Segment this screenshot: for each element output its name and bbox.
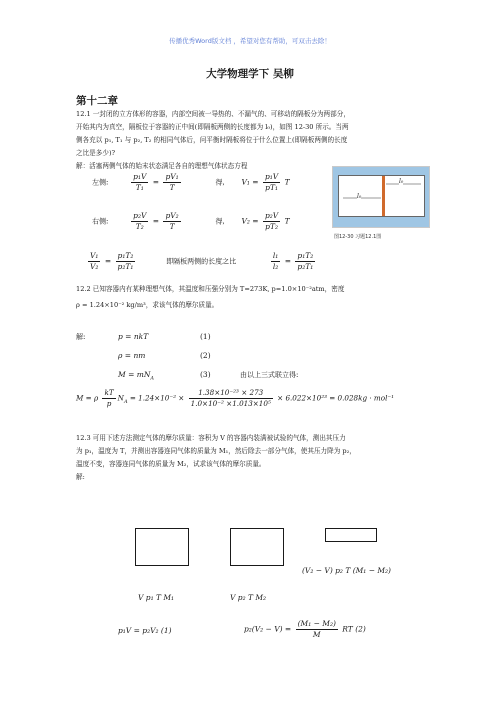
frac-V1-V2 — [88, 251, 100, 272]
temperature-T: T — [284, 177, 290, 187]
container-state-2 — [230, 528, 284, 566]
denominator: T₂ — [135, 222, 144, 231]
frac-p1V-pT1 — [263, 172, 280, 193]
ratio-equation — [86, 251, 317, 272]
de-label: 得, — [215, 217, 225, 226]
denominator: T — [169, 183, 175, 192]
frac-kT-p — [102, 388, 115, 409]
container-state-1 — [135, 528, 189, 566]
v1-equals: V₁ = — [241, 177, 259, 187]
figure-caption: 图12-30 习题12.1图 — [334, 234, 382, 240]
frac-pV1-T — [163, 172, 180, 193]
denominator: 1.0×10⁻² ×1.013×10⁵ — [190, 399, 271, 408]
eq2-left: p₂(V₂ − V) = — [244, 624, 292, 634]
denominator: V₂ — [90, 262, 99, 271]
problem-12-1 — [76, 108, 426, 173]
numerator: p₁V — [133, 172, 147, 181]
NA: N — [117, 393, 124, 403]
chapter-heading: 第十二章 — [76, 95, 118, 107]
numerator: V₁ — [90, 251, 99, 260]
denominator: p — [106, 399, 112, 408]
state-1-params: V p₁ T M₁ — [138, 593, 175, 602]
equation-2: ρ = nm — [118, 351, 146, 360]
equation-12-3-2 — [244, 619, 366, 640]
molar-mass-result — [76, 388, 394, 409]
numerator: kT — [104, 388, 114, 397]
denominator: p₂T₁ — [117, 262, 134, 271]
jie-label-2 — [76, 332, 85, 342]
equation-12-3-1: p₁V = p₂V₂ (1) — [118, 626, 172, 635]
problem-12-3-line3: 温度不变，容器连同气体的质量为 M₂，试求该气体的摩尔质量。 — [76, 460, 266, 468]
l0-left-label: l₀ — [357, 193, 362, 200]
ratio-text: 即隔板两侧的长度之比 — [166, 257, 237, 266]
eq2-right: RT (2) — [342, 624, 366, 634]
numerator: 1.38×10⁻²³ × 273 — [189, 388, 273, 399]
denominator: M — [312, 630, 321, 639]
equals-sign: = — [284, 256, 291, 266]
equals-sign: = — [104, 256, 112, 266]
container-box — [338, 175, 425, 217]
denominator: T₁ — [135, 183, 144, 192]
equals-sign: = — [152, 177, 160, 187]
left-side-equation — [92, 172, 290, 193]
denominator: pT₁ — [265, 183, 278, 192]
state-2-params: V p₂ T M₂ — [230, 593, 267, 602]
frac-p1V-T1 — [131, 172, 148, 193]
problem-12-2-line2: ρ = 1.24×10⁻² kg/m³，求该气体的摩尔质量。 — [76, 301, 219, 309]
frac-p2V-pT2 — [263, 211, 280, 232]
combine-text — [240, 370, 298, 380]
frac-p1T2-p2T1-b — [295, 251, 315, 272]
frac-l1-l2 — [271, 251, 280, 272]
numerator: pV₂ — [165, 211, 179, 220]
density-value: = 1.24×10⁻² × — [129, 393, 185, 403]
problem-12-2 — [76, 283, 426, 312]
document-title: 大学物理学下 吴柳 — [206, 68, 294, 80]
problem-12-3-line2: 为 p₁，温度为 T，并测出容器连同气体的质量为 M₁，然后除去一部分气体，使其压力降为 p₂， — [76, 447, 356, 455]
equation-3 — [118, 370, 154, 382]
problem-12-1-solution: 解：活塞两侧气体的始末状态满足各自的理想气体状态方程 — [76, 162, 248, 170]
NA-subscript: A — [123, 398, 128, 405]
combine-label: 由以上三式联立得: — [240, 371, 299, 379]
problem-12-1-line1: 12.1 一封闭的立方体形的容器，内部空间被一导热的、不漏气的、可移动的隔板分为两部分， — [76, 110, 350, 118]
numerator: l₁ — [272, 251, 279, 260]
numerator: pV₁ — [165, 172, 179, 181]
figure-annotations — [339, 176, 424, 216]
problem-12-1-line4: 之比是多少)? — [76, 149, 116, 157]
state-3-params: (V₂ − V) p₂ T (M₁ − M₂) — [302, 566, 391, 575]
numerator: (M₁ − M₂) — [297, 619, 336, 628]
left-label: 左侧: — [92, 178, 109, 187]
denominator: p₂T₁ — [297, 262, 314, 271]
equation-2-number: (2) — [200, 351, 211, 360]
problem-12-3 — [76, 432, 426, 484]
frac-mass-diff-M — [296, 619, 338, 640]
numerator: p₂V — [133, 211, 147, 220]
equation-1: p = nkT — [118, 332, 149, 341]
result-value: × 6.022×10²³ = 0.028kg · mol⁻¹ — [277, 393, 395, 403]
right-label: 右侧: — [92, 217, 109, 226]
equation-1-number: (1) — [200, 332, 211, 341]
frac-p1T2-p2T1 — [116, 251, 136, 272]
numerator: p₁T₂ — [117, 251, 134, 260]
equation-3-subscript: A — [150, 375, 155, 382]
numerator: p₂V — [264, 211, 279, 220]
equation-3-number: (3) — [200, 370, 211, 379]
container-state-3 — [325, 528, 377, 542]
equals-sign: = — [152, 216, 160, 226]
v2-equals: V₂ = — [241, 216, 259, 226]
equation-3-main: M = mN — [118, 370, 151, 379]
denominator: pT₂ — [265, 222, 278, 231]
right-side-equation — [92, 211, 290, 232]
header-banner: 传播优秀Word版文档 ，希望对您有帮助，可双击去除！ — [169, 37, 331, 45]
temperature-T: T — [284, 216, 290, 226]
figure-12-30 — [332, 166, 430, 228]
problem-12-1-line2: 开始其内为真空，隔板位于容器的正中间(即隔板两侧的长度都为 l₀)，如图 12-30 所示。当两 — [76, 123, 349, 131]
problem-12-3-jie: 解: — [76, 473, 85, 481]
problem-12-1-line3: 侧各充以 p₁, T₁ 与 p₂, T₂ 的相同气体后，问平衡时隔板将位于什么位置上(即隔板两侧的长度 — [76, 136, 348, 144]
denominator: l₂ — [272, 262, 279, 271]
frac-numeric — [189, 388, 273, 409]
denominator: T — [169, 222, 175, 231]
de-label: 得, — [215, 178, 225, 187]
problem-12-2-line1: 12.2 已知容器内有某种理想气体，其温度和压强分别为 T=273K, p=1.0×10⁻²atm，密度 — [76, 285, 345, 293]
frac-pV2-T — [163, 211, 180, 232]
problem-12-3-line1: 12.3 可用下述方法测定气体的摩尔质量：容积为 V 的容器内装满被试验的气体，测出其压力 — [76, 434, 346, 442]
numerator: p₁V — [264, 172, 279, 181]
l0-right-label: l₀ — [399, 178, 404, 185]
M-equals-rho: M = ρ — [76, 393, 99, 403]
jie-text: 解: — [76, 333, 86, 341]
numerator: p₁T₂ — [297, 251, 314, 260]
frac-p2V-T2 — [131, 211, 148, 232]
